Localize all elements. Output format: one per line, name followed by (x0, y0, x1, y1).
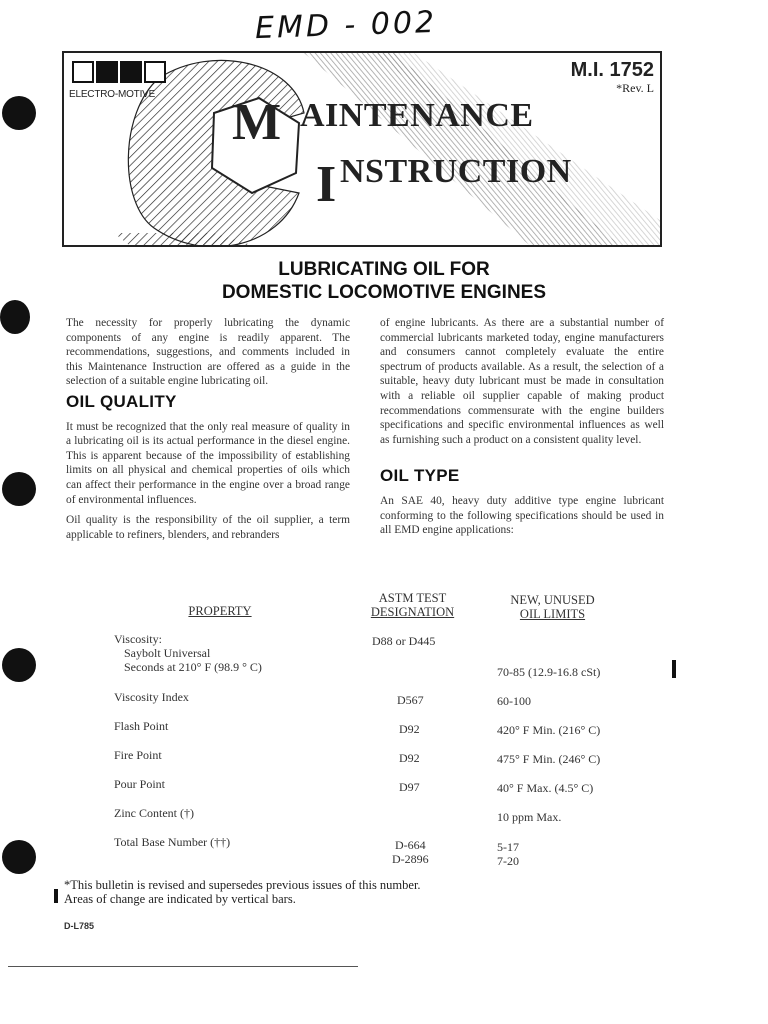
table-header-limits: NEW, UNUSED OIL LIMITS (510, 593, 595, 621)
table-cell-astm: D92 (399, 722, 420, 736)
table-cell-astm: D-664 D-2896 (392, 838, 429, 866)
table-row: Fire Point (114, 748, 162, 762)
table-row: Viscosity Index (114, 690, 189, 704)
binder-hole-5 (2, 840, 36, 874)
revision-label: *Rev. L (616, 81, 654, 95)
oil-quality-paragraph-1: It must be recognized that the only real measure of quality in a lubricating oil is its actual performance in the diesel engine. This is apparent because of the impossibility of establishing limits on all physical and chemical properties of oils which can affect their performance in the engine over a broad range of environmental influences. (66, 420, 350, 506)
left-column (66, 316, 350, 548)
table-cell-limit: 420° F Min. (216° C) (497, 723, 601, 737)
document-title-line1: LUBRICATING OIL FOR (278, 259, 490, 280)
table-row: Flash Point (114, 719, 169, 733)
footnote-line-2: Areas of change are indicated by vertical bars. (64, 892, 296, 906)
oil-type-paragraph: An SAE 40, heavy duty additive type engine lubricant conforming to the following specifications should be used in all EMD engine applications: (380, 494, 664, 537)
document-title (0, 258, 768, 304)
title-initial-m: M (232, 94, 282, 151)
table-cell-limit: 5-17 7-20 (497, 840, 519, 868)
gm-logo (72, 61, 166, 83)
table-row: Pour Point (114, 777, 166, 791)
table-cell-limit: 70-85 (12.9-16.8 cSt) (497, 665, 601, 679)
table-cell-astm: D88 or D445 (372, 634, 436, 648)
binder-hole-4 (2, 648, 36, 682)
document-title-line2: DOMESTIC LOCOMOTIVE ENGINES (221, 282, 547, 303)
title-initial-i: I (316, 156, 337, 213)
table-cell-limit: 60-100 (497, 694, 531, 708)
table-row: Total Base Number (††) (114, 835, 231, 849)
table-row: Viscosity: Saybolt Universal Seconds at 210° F (98.9 ° C) (114, 632, 262, 674)
table-cell-astm: D567 (397, 693, 424, 707)
intro-paragraph: The necessity for properly lubricating the dynamic components of any engine is readily apparent. The recommendations, suggestions, and comments included in this Maintenance Instruction are offered as a guide in the selection of a suitable engine lubricating oil. (66, 317, 350, 388)
handwritten-document-number: EMD - 002 (254, 4, 438, 47)
oil-quality-paragraph-2: Oil quality is the responsibility of the oil supplier, a term applicable to refiners, blenders, and rebranders (66, 514, 350, 541)
binder-hole-3 (2, 472, 36, 506)
title-instruction: NSTRUCTION (340, 153, 572, 190)
footnote-line-1: *This bulletin is revised and supersedes previous issues of this number. (64, 878, 421, 892)
bottom-rule (8, 966, 358, 967)
table-header-astm: ASTM TEST DESIGNATION (370, 591, 455, 619)
instruction-number: M.I. 1752 (570, 59, 654, 81)
title-maintenance: AINTENANCE (300, 97, 534, 134)
table-cell-astm: D92 (399, 751, 420, 765)
binder-hole-1 (2, 96, 36, 130)
binder-hole-2 (0, 300, 30, 334)
change-bar (54, 889, 58, 903)
table-cell-astm: D97 (399, 780, 420, 794)
table-header-property: PROPERTY (188, 604, 252, 618)
header-banner (62, 51, 662, 247)
oil-type-heading: OIL TYPE (380, 466, 460, 486)
right-column (380, 316, 664, 544)
oil-quality-heading: OIL QUALITY (66, 391, 177, 411)
table-cell-limit: 475° F Min. (246° C) (497, 752, 601, 766)
change-bar (672, 660, 676, 678)
table-cell-limit: 40° F Max. (4.5° C) (497, 781, 594, 795)
oil-quality-paragraph-continued: of engine lubricants. As there are a substantial number of commercial lubricants marketed today, engine manufacturers and consumers cannot completely evaluate the entire spectrum of products available. As a result, the selection of a suitable, heavy duty lubricant must be made in consultation with a reliable oil supplier capable of making product recommendations commensurate with the engine builders specifications and specific environmental influences as well as furnishing such a product on a consistent quality level. (380, 317, 664, 446)
revision-footnote (64, 878, 421, 906)
company-name: ELECTRO-MOTIVE (69, 89, 156, 100)
document-code: D-L785 (64, 921, 95, 931)
table-row: Zinc Content (†) (114, 806, 194, 820)
table-cell-limit: 10 ppm Max. (497, 810, 562, 824)
